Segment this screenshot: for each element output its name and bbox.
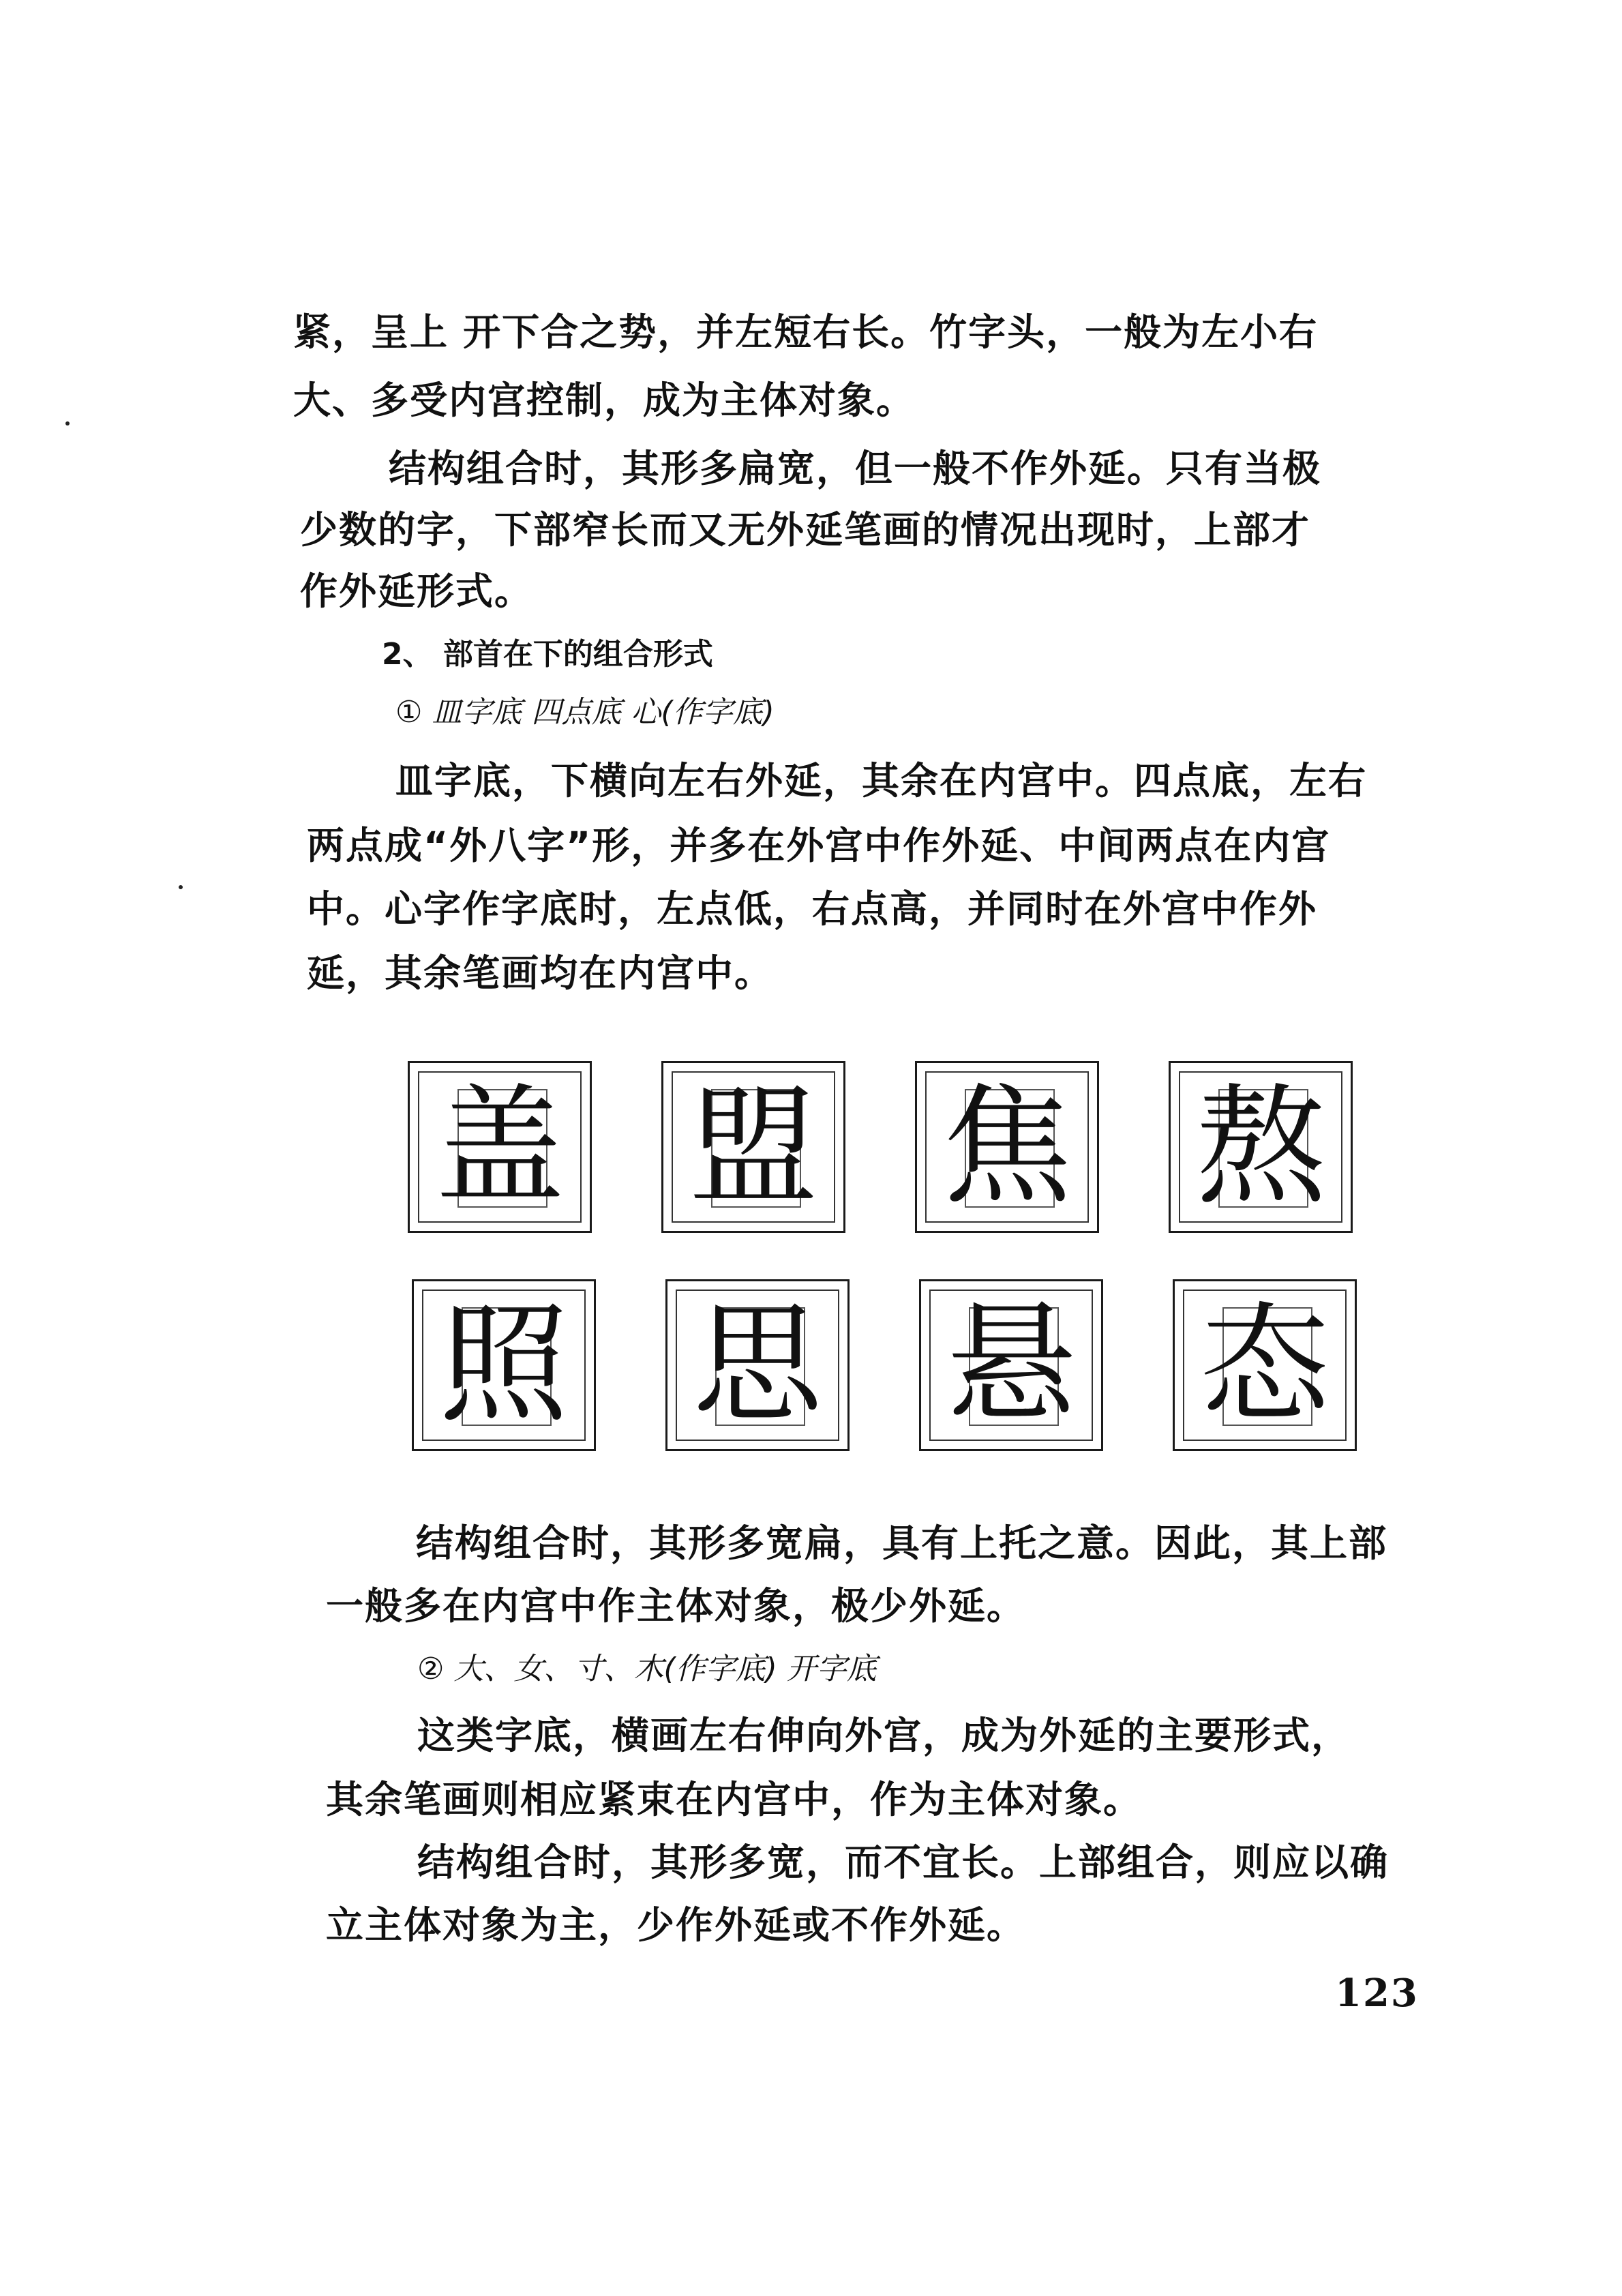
example-char: 焦 (942, 1071, 1072, 1222)
example-char: 态 (1199, 1289, 1330, 1440)
example-char-box (665, 1279, 850, 1451)
example-char: 悬 (946, 1289, 1076, 1440)
example-char-box (1173, 1279, 1357, 1451)
paragraph-3-line-2: 两点成“外八字”形，并多在外宫中作外延、中间两点在内宫 (307, 824, 1331, 867)
print-speck (65, 421, 70, 426)
example-char-box (412, 1279, 596, 1451)
paragraph-6-line-2: 立主体对象为主，少作外延或不作外延。 (326, 1903, 1026, 1947)
sub-heading-1: ① 皿字底 四点底 心(作字底) (395, 695, 775, 730)
paragraph-2-line-2: 少数的字，下部窄长而又无外延笔画的情况出现时，上部才 (300, 508, 1311, 552)
paragraph-3-line-1: 皿字底，下横向左右外延，其余在内宫中。四点底，左右 (395, 759, 1368, 803)
example-char: 照 (438, 1289, 569, 1440)
example-char-box (408, 1061, 592, 1233)
paragraph-4-line-1: 结构组合时，其形多宽扁，具有上托之意。因此，其上部 (416, 1521, 1388, 1565)
example-char-box (919, 1279, 1103, 1451)
paragraph-1-line-1: 紧，呈上 开下合之势，并左短右长。竹字头，一般为左小右 (293, 310, 1319, 354)
example-char: 思 (692, 1289, 822, 1440)
section-heading: 2、 部首在下的组合形式 (382, 637, 713, 672)
print-speck (179, 885, 183, 889)
example-char: 熬 (1195, 1071, 1325, 1222)
paragraph-5-line-2: 其余笔画则相应紧束在内宫中，作为主体对象。 (326, 1778, 1143, 1821)
sub-heading-2: ② 大、女、寸、木(作字底) 开字底 (417, 1652, 877, 1686)
paragraph-6-line-1: 结构组合时，其形多宽，而不宜长。上部组合，则应以确 (417, 1840, 1390, 1884)
paragraph-5-line-1: 这类字底，横画左右伸向外宫，成为外延的主要形式， (417, 1714, 1351, 1757)
example-char: 盟 (688, 1071, 818, 1222)
example-char-box (915, 1061, 1099, 1233)
page-number: 123 (1335, 1971, 1419, 2016)
paragraph-2-line-1: 结构组合时，其形多扁宽，但一般不作外延。只有当极 (389, 447, 1322, 490)
paragraph-1-line-2: 大、多受内宫控制，成为主体对象。 (293, 378, 916, 422)
example-char-box (1169, 1061, 1353, 1233)
paragraph-4-line-2: 一般多在内宫中作主体对象，极少外延。 (326, 1584, 1026, 1628)
paragraph-3-line-4: 延，其余笔画均在内宫中。 (307, 951, 774, 995)
paragraph-3-line-3: 中。心字作字底时，左点低，右点高，并同时在外宫中作外 (307, 887, 1318, 931)
example-char-box (661, 1061, 845, 1233)
example-char: 盖 (434, 1071, 565, 1222)
paragraph-2-line-3: 作外延形式。 (300, 569, 534, 613)
